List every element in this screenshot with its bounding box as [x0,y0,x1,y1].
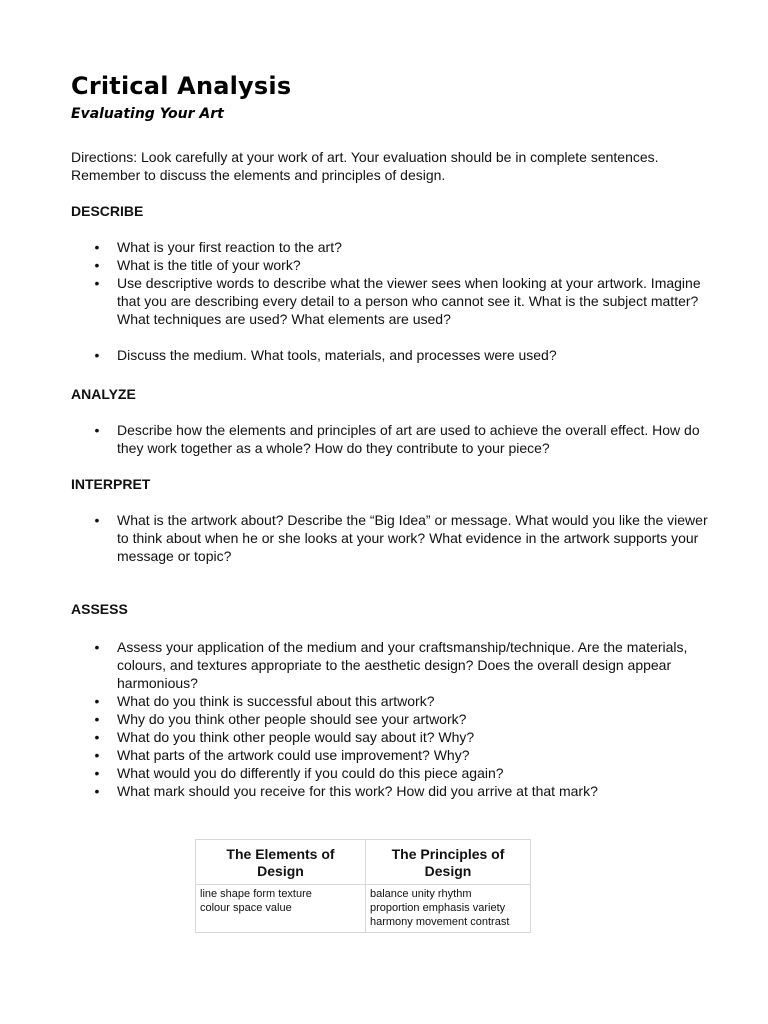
interpret-list [71,511,711,565]
interpret-heading: INTERPRET [71,476,151,492]
bullet-icon: • [94,765,100,781]
bullet-icon: • [94,639,100,655]
assess-heading: ASSESS [71,601,128,617]
page-title: Critical Analysis [71,72,292,100]
page-subtitle: Evaluating Your Art [71,106,224,122]
analyze-list [71,421,711,457]
describe-list [71,238,711,364]
table-row [196,885,531,933]
list-item: • What do you think is successful about this artwork? [71,692,711,710]
bullet-icon: • [94,747,100,763]
bullet-icon: • [94,275,100,291]
list-item: • Discuss the medium. What tools, materials, and processes were used? [71,346,711,364]
list-item: • What parts of the artwork could use improvement? Why? [71,746,711,764]
design-table [195,839,531,933]
list-item: • What is the artwork about? Describe the “Big Idea” or message. What would you like the viewer to think about when he or she looks at your work? What evidence in the artwork supports your message or topic? [71,511,711,565]
bullet-icon: • [94,257,100,273]
bullet-icon: • [94,711,100,727]
elements-header: The Elements of Design [196,840,366,885]
bullet-icon: • [94,422,100,438]
describe-heading: DESCRIBE [71,203,144,219]
principles-header: The Principles of Design [366,840,531,885]
list-item: • What do you think other people would say about it? Why? [71,728,711,746]
bullet-icon: • [94,347,100,363]
list-item: • What is your first reaction to the art? [71,238,711,256]
list-item: • Assess your application of the medium and your craftsmanship/technique. Are the materials, colours, and textures appropriate to the aesthetic design? Does the overall design appear harmonious? [71,638,711,692]
list-item: • Describe how the elements and principles of art are used to achieve the overall effect. How do they work together as a whole? How do they contribute to your piece? [71,421,711,457]
list-item: • Use descriptive words to describe what the viewer sees when looking at your artwork. Imagine that you are describing every detail to a person who cannot see it. What is the subject matter? What techniques are used? What elements are used? [71,274,711,328]
list-item: • What is the title of your work? [71,256,711,274]
bullet-icon: • [94,783,100,799]
bullet-icon: • [94,693,100,709]
bullet-icon: • [94,729,100,745]
bullet-icon: • [94,239,100,255]
list-item: • Why do you think other people should see your artwork? [71,710,711,728]
bullet-icon: • [94,512,100,528]
principles-cell: balance unity rhythm proportion emphasis variety harmony movement contrast [366,885,531,933]
analyze-heading: ANALYZE [71,386,136,402]
table-header-row [196,840,531,885]
directions-text: Directions: Look carefully at your work of art. Your evaluation should be in complete sentences. Remember to discuss the elements and principles of design. [71,149,659,183]
elements-cell: line shape form texture colour space value [196,885,366,933]
list-item: • What mark should you receive for this work? How did you arrive at that mark? [71,782,711,800]
assess-list [71,638,711,800]
list-item: • What would you do differently if you could do this piece again? [71,764,711,782]
